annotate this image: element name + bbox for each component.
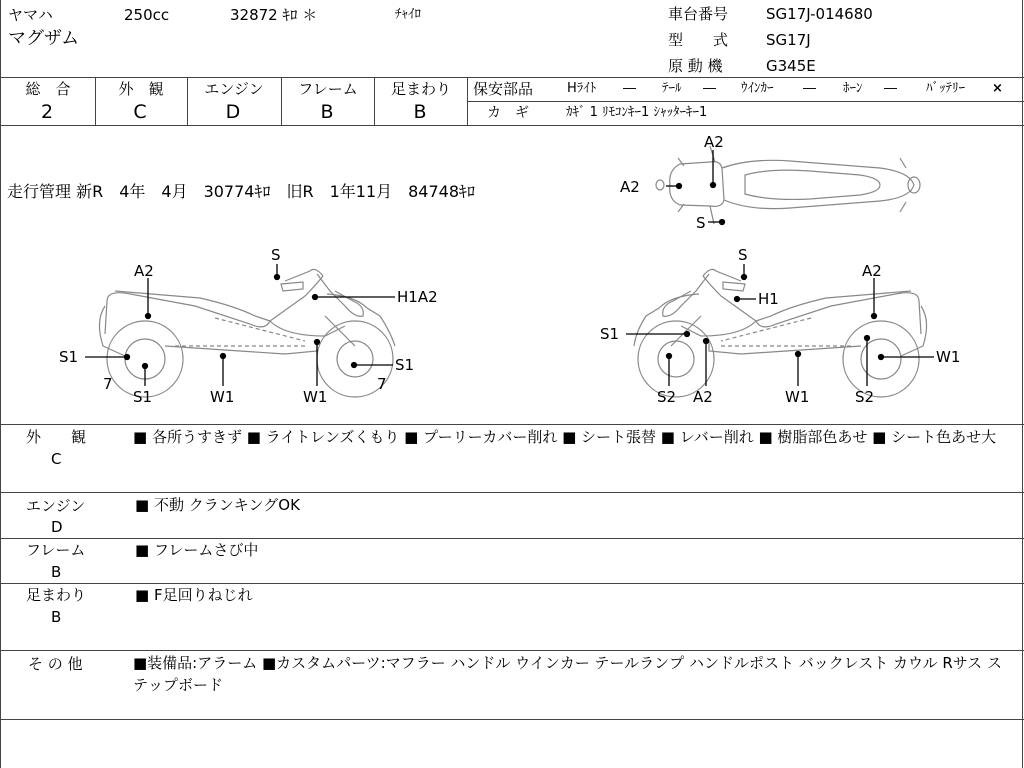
- right-label-w1-right: W1: [936, 348, 961, 366]
- left-label-w1-front: W1: [303, 388, 328, 406]
- detail-suspension-grade: B: [51, 608, 62, 626]
- grade-value-exterior: C: [133, 101, 147, 123]
- detail-divider-4: [0, 650, 1024, 651]
- detail-divider-1: [0, 492, 1024, 493]
- left-label-7-left: 7: [103, 375, 113, 393]
- safety-horn-mark: ―: [884, 81, 897, 96]
- detail-frame-text: ■ フレームさび中: [135, 541, 259, 559]
- left-label-7-right: 7: [377, 375, 387, 393]
- safety-battery-label: ﾊﾞｯﾃﾘｰ: [926, 81, 965, 96]
- detail-exterior-label: 外 観: [26, 428, 87, 446]
- right-side-diagram: [596, 246, 976, 408]
- color: ﾁｬｲﾛ: [395, 7, 421, 22]
- detail-suspension-text: ■ F足回りねじれ: [135, 586, 253, 604]
- grade-value-overall: 2: [40, 101, 54, 123]
- grade-label-overall: 総 合: [25, 80, 71, 98]
- detail-other-text: ■装備品:アラーム ■カスタムパーツ:マフラー ハンドル ウインカー テールランプ ハンドルポスト バックレスト カウル Rサス ステップボード: [133, 654, 1002, 694]
- engine-label: 原 動 機: [668, 57, 723, 75]
- grade-label-engine: エンジン: [204, 80, 264, 98]
- frame-no: SG17J-014680: [766, 5, 873, 23]
- displacement: 250cc: [124, 6, 170, 24]
- top-label-s: S: [696, 214, 706, 232]
- right-border: [1022, 0, 1023, 768]
- safety-horn-label: ﾎｰﾝ: [843, 81, 863, 96]
- key-label: カ ギ: [487, 105, 529, 121]
- right-label-w1-center: W1: [785, 388, 810, 406]
- right-label-s-top: S: [738, 246, 748, 264]
- left-label-h1a2: H1A2: [397, 288, 438, 306]
- safety-battery-mark: ×: [992, 81, 1003, 96]
- grade-value-suspension: B: [413, 101, 427, 123]
- type-label: 型 式: [668, 31, 729, 49]
- safety-winker-mark: ―: [803, 81, 816, 96]
- detail-other-label: そ の 他: [28, 655, 83, 673]
- engine-value: G345E: [766, 57, 816, 75]
- grade-label-exterior: 外 観: [118, 80, 164, 98]
- left-border: [0, 0, 1, 768]
- left-label-w1-center: W1: [210, 388, 235, 406]
- left-side-diagram: [55, 246, 455, 408]
- grade-sep-5: [467, 77, 468, 125]
- mileage-management: 走行管理 新R 4年 4月 30774ｷﾛ 旧R 1年11月 84748ｷﾛ: [7, 182, 476, 201]
- safety-tail-mark: ―: [703, 81, 716, 96]
- safety-divider: [467, 101, 1024, 102]
- safety-title: 保安部品: [473, 80, 534, 98]
- top-label-a2-top: A2: [704, 133, 724, 151]
- diagram-divider: [0, 424, 1024, 425]
- safety-headlight-label: Hﾗｲﾄ: [567, 81, 597, 96]
- detail-divider-5: [0, 719, 1024, 720]
- right-label-a2: A2: [862, 262, 882, 280]
- detail-frame-label: フレーム: [26, 541, 86, 559]
- top-view-diagram: [610, 128, 930, 233]
- left-label-s-top: S: [271, 246, 281, 264]
- top-label-a2-left: A2: [620, 178, 640, 196]
- safety-winker-label: ｳｲﾝｶｰ: [741, 81, 774, 96]
- right-label-s2-right: S2: [855, 388, 875, 406]
- detail-engine-text: ■ 不動 クランキングOK: [135, 496, 300, 514]
- maker: ヤマハ: [8, 6, 53, 24]
- right-label-s1: S1: [600, 325, 620, 343]
- grade-divider: [0, 125, 1024, 126]
- right-label-h1: H1: [758, 290, 779, 308]
- grade-label-frame: フレーム: [298, 80, 358, 98]
- header-divider: [0, 77, 1024, 78]
- left-label-s1-bottom: S1: [133, 388, 153, 406]
- right-label-a2-bottom: A2: [693, 388, 713, 406]
- left-label-s1-left: S1: [59, 348, 79, 366]
- key-value: ｶｷﾞ 1 ﾘﾓｺﾝｷｰ1 ｼｬｯﾀｰｷｰ1: [566, 105, 708, 120]
- frame-no-label: 車台番号: [668, 5, 729, 23]
- left-label-s1-right: S1: [395, 356, 415, 374]
- detail-exterior-grade: C: [51, 450, 62, 468]
- detail-suspension-label: 足まわり: [26, 586, 87, 604]
- safety-headlight-mark: ―: [623, 81, 636, 96]
- type-value: SG17J: [766, 31, 811, 49]
- grade-label-suspension: 足まわり: [390, 80, 451, 98]
- detail-engine-label: エンジン: [26, 497, 86, 515]
- grade-value-engine: D: [225, 101, 241, 123]
- grade-value-frame: B: [320, 101, 334, 123]
- left-label-a2: A2: [134, 262, 154, 280]
- odometer: 32872 ｷﾛ ＊: [230, 6, 318, 24]
- model-name: マグザム: [8, 28, 80, 49]
- detail-exterior-text: ■ 各所うすきず ■ ライトレンズくもり ■ プーリーカバー削れ ■ シート張替 ■ レバー削れ ■ 樹脂部色あせ ■ シート色あせ大: [133, 428, 997, 446]
- detail-engine-grade: D: [51, 518, 63, 536]
- detail-frame-grade: B: [51, 563, 62, 581]
- right-label-s2-left: S2: [657, 388, 677, 406]
- safety-tail-label: ﾃｰﾙ: [662, 81, 682, 96]
